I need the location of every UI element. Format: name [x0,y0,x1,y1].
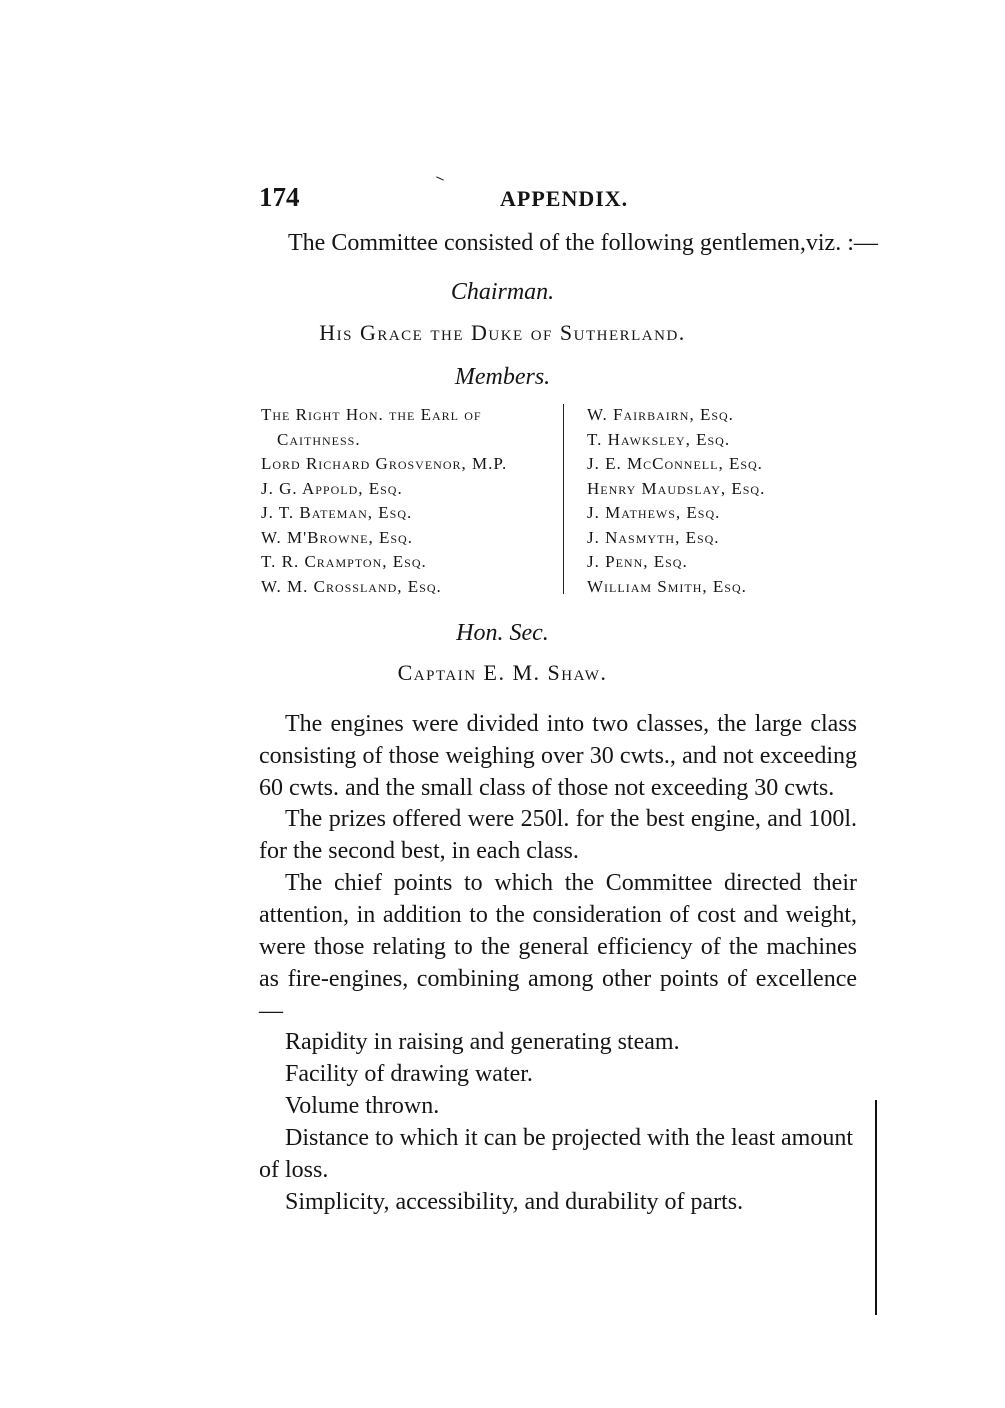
chairman-name: His Grace the Duke of Sutherland. [319,320,686,345]
member-name: W. M. Crossland, Esq. [261,576,442,596]
paragraph-criteria [259,867,857,1027]
member-name: T. Hawksley, Esq. [587,429,731,449]
paragraph-text: The chief points to which the Committee directed their attention, in addition to the consideration of cost and weight, were those relating to the general efficiency of the machines as fire-engines, combining among other points of excellence— [259,870,857,1024]
criterion-item: Volume thrown. [285,1093,440,1119]
criterion-item: Distance to which it can be projected with the least amount of loss. [259,1125,853,1183]
criterion-item: Simplicity, accessibility, and durability of parts. [285,1189,744,1215]
member-name: W. Fairbairn, Esq. [587,405,734,424]
member-name: The Right Hon. the Earl of [261,405,482,424]
intro-line: The Committee consisted of the following gentlemen,viz. :— [288,230,878,256]
column-divider [563,404,564,594]
criterion-item: Rapidity in raising and generating steam. [285,1029,680,1055]
member-name: J. Penn, Esq. [587,552,688,571]
member-name: J. E. McConnell, Esq. [587,454,763,473]
member-name: J. Mathews, Esq. [587,503,721,522]
members-left-column [261,403,561,599]
member-name: J. Nasmyth, Esq. [587,527,720,547]
member-name: T. R. Crampton, Esq. [261,552,427,571]
criterion-item: Facility of drawing water. [285,1061,533,1087]
secretary-heading: Hon. Sec. [456,620,549,646]
member-name: Caithness. [277,429,361,449]
running-header: APPENDIX. [500,186,629,211]
page-number: 174 [259,182,300,212]
scan-edge-mark [875,1100,877,1315]
members-right-column [587,403,817,599]
member-name: Lord Richard Grosvenor, M.P. [261,454,508,473]
paragraph-text: The prizes offered were 250l. for the best engine, and 100l. for the second best, in each class. [259,806,857,864]
member-name: Henry Maudslay, Esq. [587,478,766,498]
member-name: J. G. Appold, Esq. [261,478,403,498]
secretary-name: Captain E. M. Shaw. [397,660,608,685]
members-heading: Members. [454,364,551,390]
paragraph-classes [259,708,857,804]
member-name: W. M'Browne, Esq. [261,527,413,547]
chairman-heading: Chairman. [450,279,555,305]
member-name: William Smith, Esq. [587,576,747,596]
paragraph-text: The engines were divided into two classes, the large class consisting of those weighing over 30 cwts., and not exceeding 60 cwts. and the small class of those not exceeding 30 cwts. [259,711,857,801]
paragraph-prizes [259,803,857,867]
member-name: J. T. Bateman, Esq. [261,503,413,522]
scan-speck [436,176,444,180]
